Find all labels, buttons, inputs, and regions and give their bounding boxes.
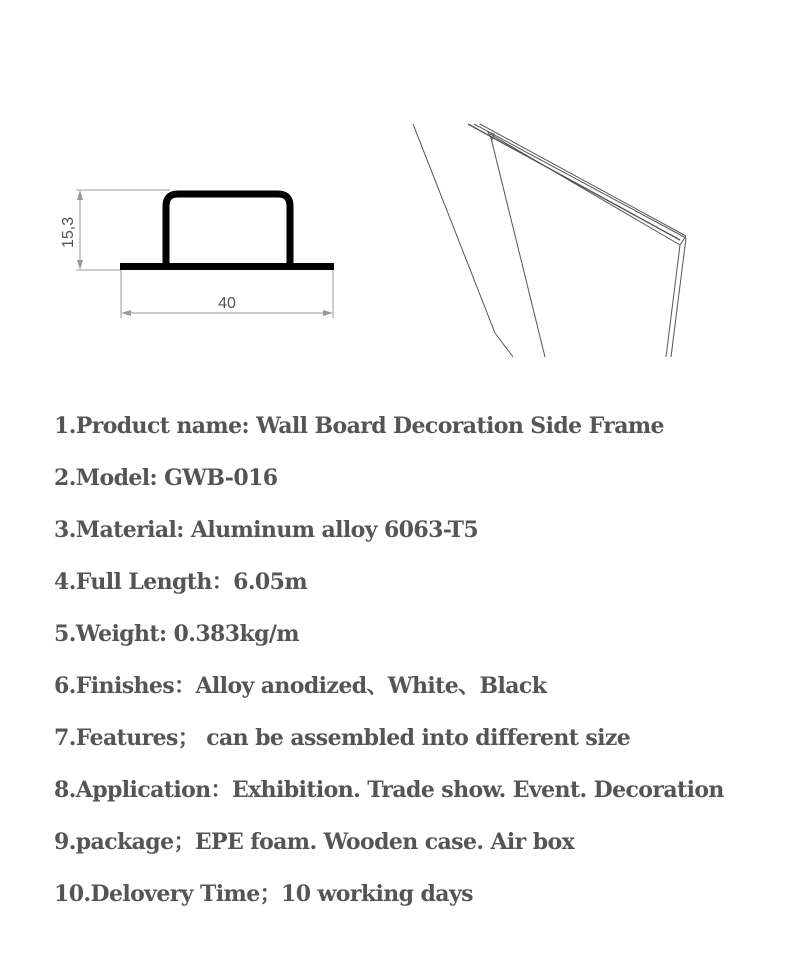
- spec-material: 3.Material: Aluminum alloy 6063-T5: [54, 517, 479, 543]
- profile-channel: [166, 194, 290, 264]
- spec-delivery-time: 10.Delovery Time；10 working days: [54, 881, 473, 907]
- height-dimension: [60, 190, 170, 270]
- spec-model: 2.Model: GWB-016: [54, 465, 278, 491]
- spec-features: 7.Features； can be assembled into different size: [54, 725, 631, 751]
- spec-application: 8.Application：Exhibition. Trade show. Event. Decoration: [54, 777, 724, 803]
- technical-drawing: [0, 0, 790, 380]
- spec-finishes: 6.Finishes：Alloy anodized、White、Black: [54, 673, 547, 699]
- width-dimension: [121, 270, 333, 318]
- profile-cross-section: [120, 194, 334, 270]
- perspective-view: [413, 124, 686, 357]
- spec-weight: 5.Weight: 0.383kg/m: [54, 621, 299, 647]
- spec-product-name: 1.Product name: Wall Board Decoration Side Frame: [54, 413, 664, 439]
- profile-base: [120, 263, 334, 270]
- width-dimension-label: 40: [218, 295, 236, 312]
- spec-full-length: 4.Full Length：6.05m: [54, 569, 308, 595]
- spec-package: 9.package；EPE foam. Wooden case. Air box: [54, 829, 575, 855]
- spec-list: [54, 408, 724, 928]
- height-dimension-label: 15,3: [60, 216, 77, 248]
